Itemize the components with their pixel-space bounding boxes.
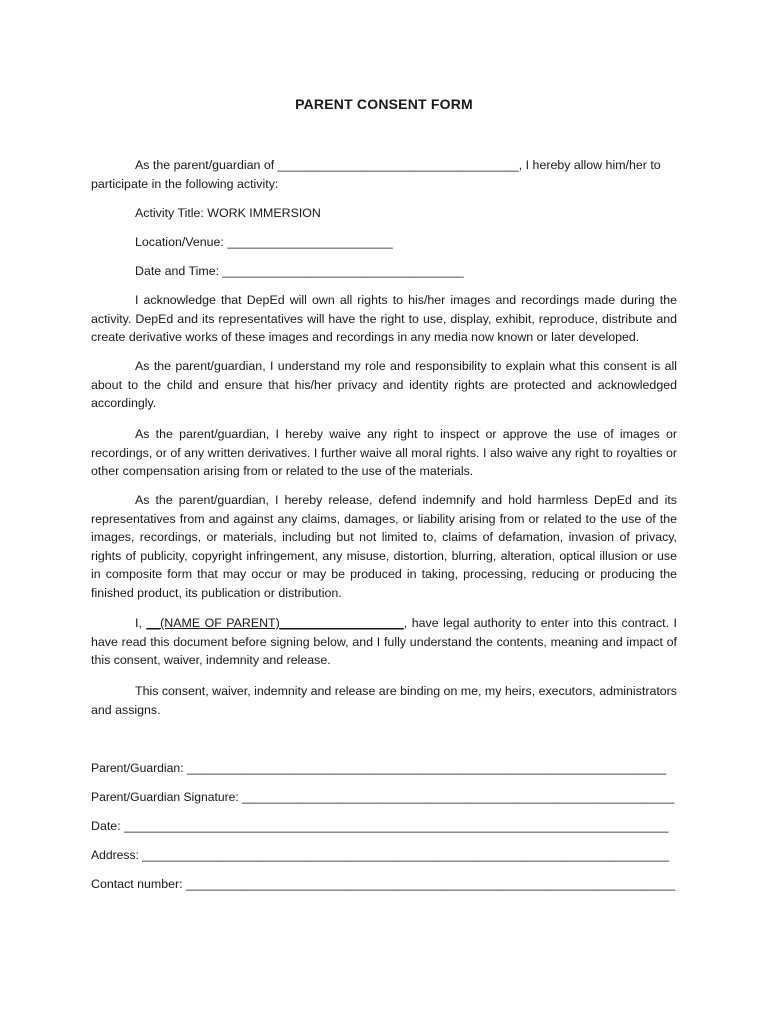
authority-prefix: I, [135, 616, 147, 630]
location-line: Location/Venue: ________________________ [135, 235, 393, 249]
paragraph-role: As the parent/guardian, I understand my role and responsibility to explain what this consent is all about to the child and ensure that his/her privacy and identity rights are protected and acknowledged accordingly. [91, 359, 677, 411]
paragraph-binding: This consent, waiver, indemnity and release are binding on me, my heirs, executors, administrators and assigns. [91, 684, 677, 717]
activity-title-value: WORK IMMERSION [207, 206, 321, 220]
intro-line-2: participate in the following activity: [91, 176, 279, 191]
intro-line-1: As the parent/guardian of ___________________________________, I hereby allow him/her to [135, 158, 661, 172]
parent-name-blank: __(NAME OF PARENT)__________________ [146, 616, 404, 630]
activity-title-label: Activity Title: [135, 206, 208, 220]
paragraph-authority [91, 614, 677, 670]
date-line: Date: _______________________________________________________________________________ [91, 819, 669, 833]
parent-guardian-line: Parent/Guardian: _______________________________________________________________________ [91, 761, 667, 775]
form-title: PARENT CONSENT FORM [295, 96, 473, 112]
location-field [91, 233, 677, 252]
paragraph-waive: As the parent/guardian, I hereby waive any right to inspect or approve the use of images or recordings, or of any written derivatives. I further waive all moral rights. I also waive any right to royalties or other compensation arising from or related to the use of the materials. [91, 427, 677, 479]
paragraph-rights: I acknowledge that DepEd will own all rights to his/her images and recordings made during the activity. DepEd and its representatives will have the right to use, display, exhibit, reproduce, distribute and create derivative works of these images and recordings in any media now known or later developed. [91, 293, 677, 345]
contact-number-line: Contact number: _______________________________________________________________________ [91, 877, 676, 891]
datetime-line: Date and Time: ___________________________________ [135, 264, 464, 278]
authority-text: , have legal authority to enter into this contract. I have read this document before signing below, and I fully understand the contents, meaning and impact of this consent, waiver, indemnity and release. [91, 616, 677, 668]
intro-section [91, 156, 677, 193]
paragraph-release: As the parent/guardian, I hereby release, defend indemnify and hold harmless DepEd and its representatives from and against any claims, damages, or liability arising from or related to the use of the images, recordings, or materials, including but not limited to, claims of defamation, invasion of privacy, rights of publicity, copyright infringement, any misuse, distortion, blurring, alteration, optical illusion or use in composite form that may occur or may be produced in taking, processing, reducing or producing the finished product, its publication or distribution. [91, 493, 677, 600]
address-line: Address: ______________________________________________________________________________ [91, 848, 669, 862]
signature-line: Parent/Guardian Signature: ________________________________________________________________ [91, 790, 675, 804]
activity-title-field [91, 204, 677, 223]
datetime-field [91, 262, 677, 281]
